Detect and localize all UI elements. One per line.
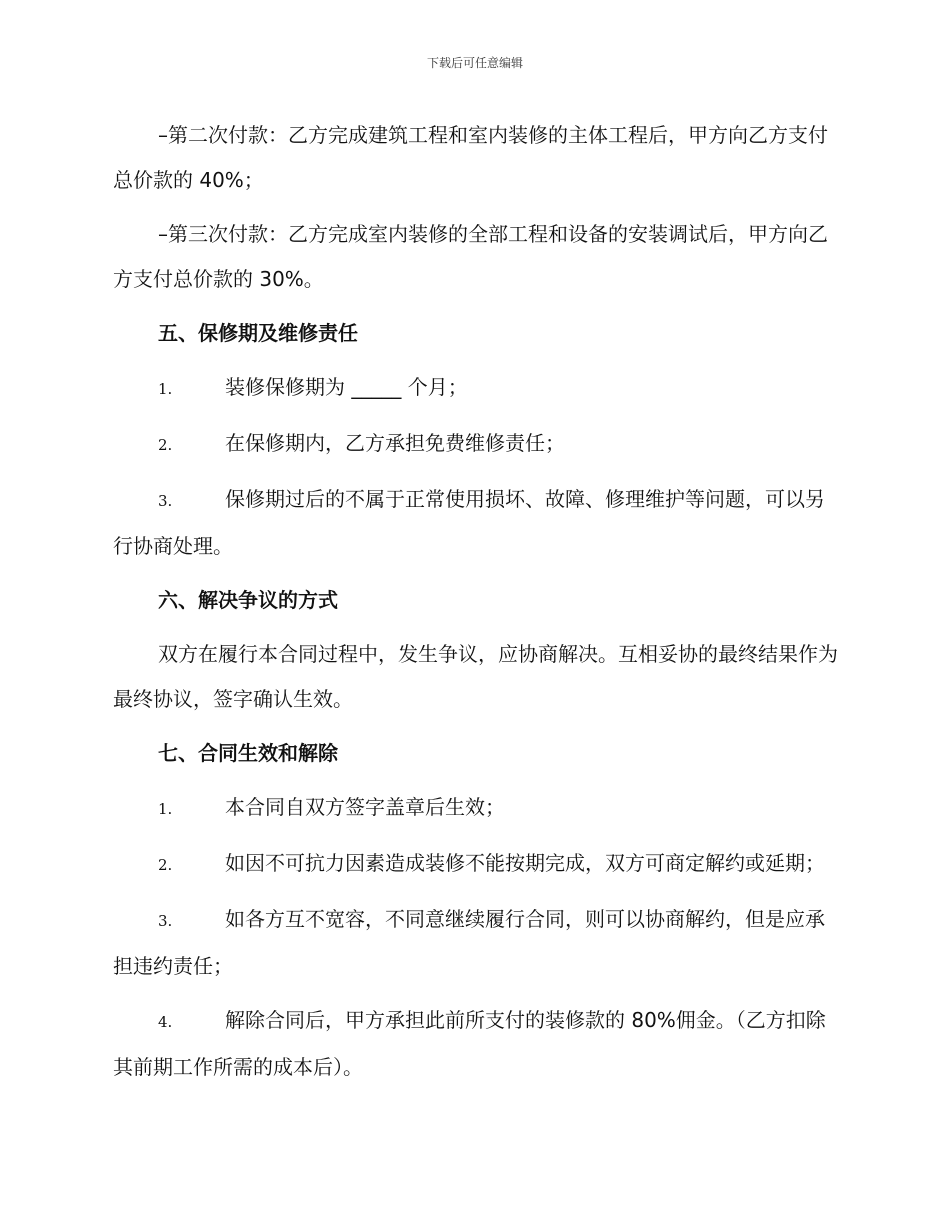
list-number: 4. (158, 1013, 173, 1031)
list-item (113, 477, 838, 569)
section-7-title: 七、合同生效和解除 (158, 741, 338, 765)
list-text: 如各方互不宽容，不同意继续履行合同，则可以协商解约，但是应承担违约责任； (113, 907, 825, 978)
list-number: 1. (158, 380, 173, 398)
list-item (113, 785, 838, 832)
section-6-title: 六、解决争议的方式 (158, 588, 338, 612)
list-number: 1. (158, 800, 173, 818)
payment-second: –第二次付款：乙方完成建筑工程和室内装修的主体工程后，甲方向乙方支付总价款的 40%； (113, 123, 828, 192)
section-5-title: 五、保修期及维修责任 (158, 321, 358, 345)
list-number: 2. (158, 436, 173, 454)
list-item (113, 998, 838, 1090)
list-item (113, 421, 838, 468)
payment-third: –第三次付款：乙方完成室内装修的全部工程和设备的安装调试后，甲方向乙方支付总价款的 30%。 (113, 222, 828, 291)
page-header: 下载后可任意编辑 (426, 56, 523, 70)
list-text: 保修期过后的不属于正常使用损坏、故障、修理维护等问题，可以另行协商处理。 (113, 487, 825, 558)
list-text: 在保修期内，乙方承担免费维修责任； (225, 431, 565, 455)
section-6-text: 双方在履行本合同过程中，发生争议，应协商解决。互相妥协的最终结果作为最终协议，签字确认生效。 (113, 642, 838, 711)
list-item (113, 365, 838, 412)
list-item (113, 897, 838, 989)
list-item (113, 841, 838, 888)
list-text: 装修保修期为 _____ 个月； (225, 375, 468, 399)
list-text: 如因不可抗力因素造成装修不能按期完成，双方可商定解约或延期； (225, 851, 825, 875)
list-number: 3. (158, 492, 173, 510)
list-text: 解除合同后，甲方承担此前所支付的装修款的 80%佣金。（乙方扣除其前期工作所需的成本后）。 (113, 1008, 826, 1079)
document-body (113, 113, 838, 1099)
list-text: 本合同自双方签字盖章后生效； (225, 795, 505, 819)
list-number: 3. (158, 912, 173, 930)
list-number: 2. (158, 856, 173, 874)
